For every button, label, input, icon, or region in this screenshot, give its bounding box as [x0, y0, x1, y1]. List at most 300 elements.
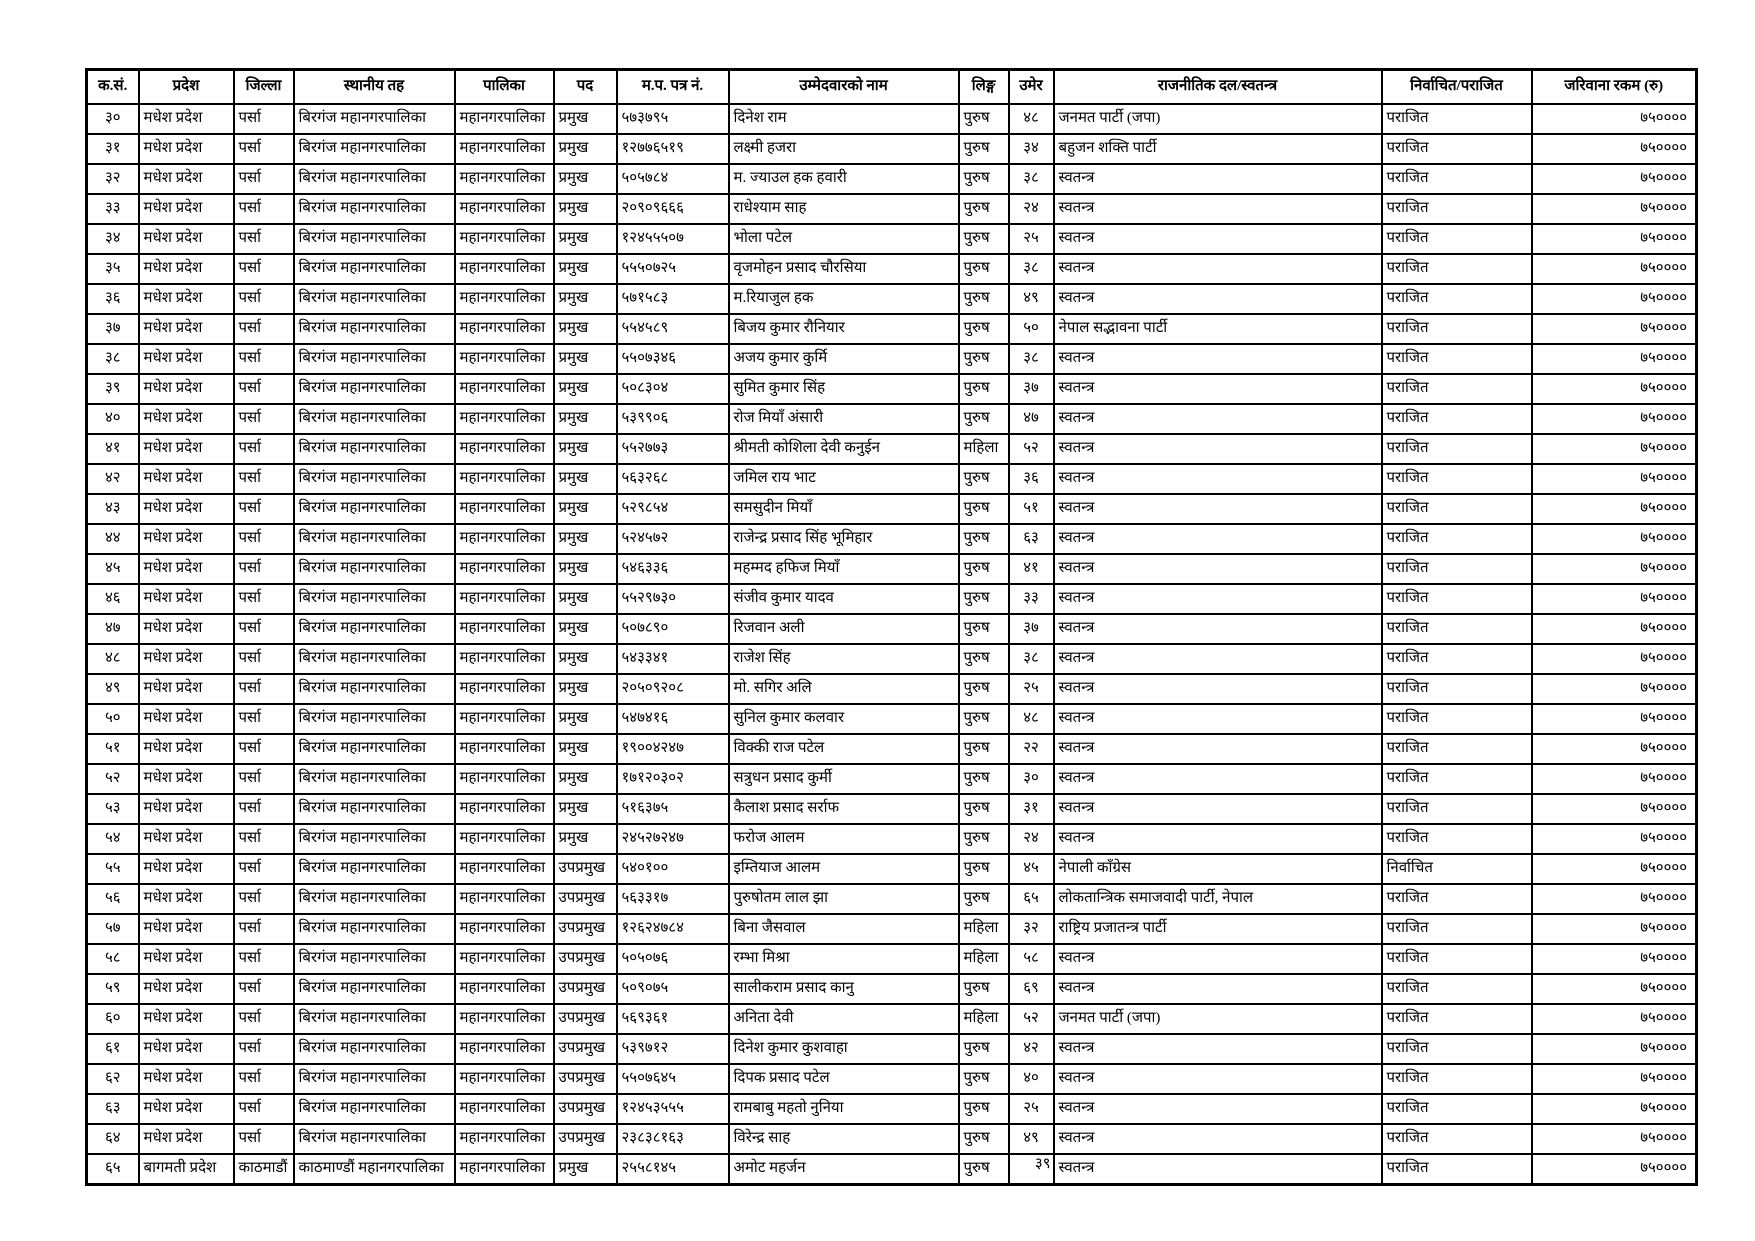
cell-position: प्रमुख — [554, 434, 617, 464]
cell-result: पराजित — [1382, 734, 1532, 764]
cell-district: पर्सा — [234, 1004, 294, 1034]
table-row — [87, 254, 1697, 284]
cell-province: मधेश प्रदेश — [139, 884, 234, 914]
cell-result: पराजित — [1382, 1064, 1532, 1094]
cell-serial: ४७ — [87, 614, 139, 644]
cell-local_level: बिरगंज महानगरपालिका — [294, 374, 455, 404]
table-row — [87, 674, 1697, 704]
cell-result: पराजित — [1382, 1094, 1532, 1124]
cell-party: स्वतन्त्र — [1054, 194, 1382, 224]
cell-serial: ४४ — [87, 524, 139, 554]
cell-result: पराजित — [1382, 464, 1532, 494]
cell-result: पराजित — [1382, 314, 1532, 344]
cell-province: मधेश प्रदेश — [139, 1064, 234, 1094]
cell-position: प्रमुख — [554, 614, 617, 644]
table-row — [87, 1004, 1697, 1034]
cell-municipality: महानगरपालिका — [455, 1064, 554, 1094]
cell-result: पराजित — [1382, 494, 1532, 524]
cell-gender: पुरुष — [959, 134, 1009, 164]
cell-candidate_name: म. ज्याउल हक हवारी — [729, 164, 959, 194]
cell-party: जनमत पार्टी (जपा) — [1054, 1004, 1382, 1034]
cell-party: स्वतन्त्र — [1054, 404, 1382, 434]
cell-municipality: महानगरपालिका — [455, 404, 554, 434]
cell-province: मधेश प्रदेश — [139, 854, 234, 884]
cell-candidate_name: कैलाश प्रसाद सर्राफ — [729, 794, 959, 824]
cell-district: पर्सा — [234, 104, 294, 134]
cell-gender: पुरुष — [959, 344, 1009, 374]
cell-local_level: बिरगंज महानगरपालिका — [294, 1034, 455, 1064]
cell-serial: ३५ — [87, 254, 139, 284]
cell-result: पराजित — [1382, 374, 1532, 404]
cell-serial: ५० — [87, 704, 139, 734]
cell-position: प्रमुख — [554, 734, 617, 764]
cell-voter_card_no: ५४०१०० — [617, 854, 729, 884]
cell-fine: ७५०००० — [1532, 404, 1697, 434]
cell-province: मधेश प्रदेश — [139, 374, 234, 404]
cell-party: स्वतन्त्र — [1054, 674, 1382, 704]
cell-province: मधेश प्रदेश — [139, 1094, 234, 1124]
cell-serial: ३७ — [87, 314, 139, 344]
cell-fine: ७५०००० — [1532, 164, 1697, 194]
table-row — [87, 1034, 1697, 1064]
cell-fine: ७५०००० — [1532, 104, 1697, 134]
cell-local_level: बिरगंज महानगरपालिका — [294, 104, 455, 134]
table-row — [87, 704, 1697, 734]
cell-province: मधेश प्रदेश — [139, 494, 234, 524]
cell-local_level: बिरगंज महानगरपालिका — [294, 794, 455, 824]
cell-fine: ७५०००० — [1532, 944, 1697, 974]
cell-position: उपप्रमुख — [554, 944, 617, 974]
cell-district: पर्सा — [234, 494, 294, 524]
table-body — [87, 104, 1697, 1185]
cell-serial: ५९ — [87, 974, 139, 1004]
cell-province: मधेश प्रदेश — [139, 164, 234, 194]
cell-district: पर्सा — [234, 764, 294, 794]
cell-district: पर्सा — [234, 254, 294, 284]
cell-district: पर्सा — [234, 704, 294, 734]
cell-voter_card_no: ५५२७७३ — [617, 434, 729, 464]
column-header-party: राजनीतिक दल/स्वतन्त्र — [1054, 70, 1382, 105]
cell-age: ३४ — [1009, 134, 1054, 164]
cell-fine: ७५०००० — [1532, 734, 1697, 764]
cell-party: स्वतन्त्र — [1054, 164, 1382, 194]
cell-municipality: महानगरपालिका — [455, 134, 554, 164]
cell-result: पराजित — [1382, 434, 1532, 464]
cell-voter_card_no: ५६३३१७ — [617, 884, 729, 914]
cell-local_level: बिरगंज महानगरपालिका — [294, 284, 455, 314]
cell-municipality: महानगरपालिका — [455, 914, 554, 944]
table-row — [87, 764, 1697, 794]
cell-party: स्वतन्त्र — [1054, 1154, 1382, 1185]
cell-province: मधेश प्रदेश — [139, 764, 234, 794]
cell-gender: पुरुष — [959, 374, 1009, 404]
cell-local_level: बिरगंज महानगरपालिका — [294, 404, 455, 434]
cell-candidate_name: राजेश सिंह — [729, 644, 959, 674]
cell-serial: ३३ — [87, 194, 139, 224]
column-header-municipality: पालिका — [455, 70, 554, 105]
cell-candidate_name: दिनेश राम — [729, 104, 959, 134]
cell-serial: ५८ — [87, 944, 139, 974]
cell-candidate_name: राजेन्द्र प्रसाद सिंह भूमिहार — [729, 524, 959, 554]
cell-province: मधेश प्रदेश — [139, 134, 234, 164]
cell-candidate_name: रोज मियाँ अंसारी — [729, 404, 959, 434]
cell-province: मधेश प्रदेश — [139, 464, 234, 494]
cell-municipality: महानगरपालिका — [455, 1124, 554, 1154]
cell-position: उपप्रमुख — [554, 914, 617, 944]
cell-candidate_name: विरेन्द्र साह — [729, 1124, 959, 1154]
cell-gender: पुरुष — [959, 824, 1009, 854]
cell-position: प्रमुख — [554, 314, 617, 344]
table-row — [87, 644, 1697, 674]
cell-voter_card_no: २४५२७२४७ — [617, 824, 729, 854]
cell-candidate_name: वृजमोहन प्रसाद चौरसिया — [729, 254, 959, 284]
cell-voter_card_no: १२४५३५५५ — [617, 1094, 729, 1124]
cell-party: नेपाल सद्भावना पार्टी — [1054, 314, 1382, 344]
cell-position: प्रमुख — [554, 194, 617, 224]
cell-province: मधेश प्रदेश — [139, 1034, 234, 1064]
cell-province: मधेश प्रदेश — [139, 314, 234, 344]
cell-district: पर्सा — [234, 794, 294, 824]
cell-candidate_name: अमोट महर्जन — [729, 1154, 959, 1185]
cell-voter_card_no: ५४७४१६ — [617, 704, 729, 734]
cell-province: मधेश प्रदेश — [139, 434, 234, 464]
cell-party: स्वतन्त्र — [1054, 824, 1382, 854]
table-row — [87, 614, 1697, 644]
cell-province: मधेश प्रदेश — [139, 404, 234, 434]
cell-fine: ७५०००० — [1532, 224, 1697, 254]
cell-age: ४१ — [1009, 554, 1054, 584]
cell-fine: ७५०००० — [1532, 824, 1697, 854]
cell-candidate_name: रम्भा मिश्रा — [729, 944, 959, 974]
cell-age: ३७ — [1009, 374, 1054, 404]
cell-fine: ७५०००० — [1532, 194, 1697, 224]
cell-party: स्वतन्त्र — [1054, 554, 1382, 584]
cell-fine: ७५०००० — [1532, 584, 1697, 614]
cell-gender: पुरुष — [959, 794, 1009, 824]
cell-position: प्रमुख — [554, 464, 617, 494]
table-row — [87, 974, 1697, 1004]
cell-fine: ७५०००० — [1532, 434, 1697, 464]
column-header-fine: जरिवाना रकम (रु) — [1532, 70, 1697, 105]
cell-candidate_name: दिनेश कुमार कुशवाहा — [729, 1034, 959, 1064]
cell-position: प्रमुख — [554, 644, 617, 674]
cell-result: पराजित — [1382, 644, 1532, 674]
cell-serial: ३१ — [87, 134, 139, 164]
election-results-table — [85, 68, 1698, 1186]
cell-local_level: बिरगंज महानगरपालिका — [294, 824, 455, 854]
cell-municipality: महानगरपालिका — [455, 284, 554, 314]
cell-serial: ५७ — [87, 914, 139, 944]
cell-fine: ७५०००० — [1532, 494, 1697, 524]
table-row — [87, 194, 1697, 224]
cell-age: २५ — [1009, 1094, 1054, 1124]
cell-result: पराजित — [1382, 254, 1532, 284]
cell-position: प्रमुख — [554, 344, 617, 374]
cell-age: ४७ — [1009, 404, 1054, 434]
column-header-result: निर्वाचित/पराजित — [1382, 70, 1532, 105]
cell-gender: पुरुष — [959, 464, 1009, 494]
cell-candidate_name: पुरुषोतम लाल झा — [729, 884, 959, 914]
cell-local_level: बिरगंज महानगरपालिका — [294, 554, 455, 584]
cell-fine: ७५०००० — [1532, 284, 1697, 314]
table-row — [87, 524, 1697, 554]
cell-province: मधेश प्रदेश — [139, 1004, 234, 1034]
table-row — [87, 494, 1697, 524]
cell-district: पर्सा — [234, 584, 294, 614]
cell-candidate_name: विक्की राज पटेल — [729, 734, 959, 764]
cell-age: २५ — [1009, 674, 1054, 704]
cell-party: स्वतन्त्र — [1054, 524, 1382, 554]
cell-serial: ४९ — [87, 674, 139, 704]
cell-district: पर्सा — [234, 554, 294, 584]
cell-local_level: बिरगंज महानगरपालिका — [294, 434, 455, 464]
cell-age: ३७ — [1009, 614, 1054, 644]
cell-municipality: महानगरपालिका — [455, 224, 554, 254]
cell-age: ३१ — [1009, 794, 1054, 824]
cell-party: स्वतन्त्र — [1054, 224, 1382, 254]
cell-party: स्वतन्त्र — [1054, 344, 1382, 374]
cell-age: ४९ — [1009, 1124, 1054, 1154]
cell-local_level: बिरगंज महानगरपालिका — [294, 1004, 455, 1034]
cell-district: पर्सा — [234, 854, 294, 884]
cell-gender: पुरुष — [959, 1124, 1009, 1154]
cell-gender: महिला — [959, 434, 1009, 464]
cell-municipality: महानगरपालिका — [455, 644, 554, 674]
cell-age: २४ — [1009, 824, 1054, 854]
cell-position: प्रमुख — [554, 254, 617, 284]
cell-serial: ५३ — [87, 794, 139, 824]
cell-district: पर्सा — [234, 194, 294, 224]
table-row — [87, 794, 1697, 824]
cell-voter_card_no: ५५२९७३० — [617, 584, 729, 614]
cell-province: मधेश प्रदेश — [139, 344, 234, 374]
cell-district: पर्सा — [234, 674, 294, 704]
cell-local_level: बिरगंज महानगरपालिका — [294, 704, 455, 734]
cell-party: स्वतन्त्र — [1054, 1034, 1382, 1064]
cell-serial: ३८ — [87, 344, 139, 374]
cell-gender: महिला — [959, 1004, 1009, 1034]
cell-fine: ७५०००० — [1532, 1154, 1697, 1185]
cell-result: पराजित — [1382, 284, 1532, 314]
cell-municipality: महानगरपालिका — [455, 164, 554, 194]
cell-province: मधेश प्रदेश — [139, 194, 234, 224]
cell-gender: पुरुष — [959, 494, 1009, 524]
cell-result: पराजित — [1382, 1154, 1532, 1185]
cell-voter_card_no: ५३९९०६ — [617, 404, 729, 434]
cell-voter_card_no: २०५०९२०८ — [617, 674, 729, 704]
cell-province: बागमती प्रदेश — [139, 1154, 234, 1185]
cell-party: स्वतन्त्र — [1054, 1124, 1382, 1154]
cell-candidate_name: महम्मद हफिज मियाँ — [729, 554, 959, 584]
cell-district: पर्सा — [234, 914, 294, 944]
cell-age: ४० — [1009, 1064, 1054, 1094]
table-row — [87, 104, 1697, 134]
cell-voter_card_no: ५५०७६४५ — [617, 1064, 729, 1094]
cell-candidate_name: लक्ष्मी हजरा — [729, 134, 959, 164]
cell-gender: पुरुष — [959, 974, 1009, 1004]
cell-local_level: बिरगंज महानगरपालिका — [294, 1124, 455, 1154]
cell-district: पर्सा — [234, 314, 294, 344]
cell-local_level: बिरगंज महानगरपालिका — [294, 674, 455, 704]
cell-local_level: बिरगंज महानगरपालिका — [294, 344, 455, 374]
cell-party: स्वतन्त्र — [1054, 614, 1382, 644]
cell-party: स्वतन्त्र — [1054, 1064, 1382, 1094]
cell-serial: ५१ — [87, 734, 139, 764]
cell-voter_card_no: ५७१५८३ — [617, 284, 729, 314]
table-row — [87, 1154, 1697, 1185]
cell-voter_card_no: २३८३८१६३ — [617, 1124, 729, 1154]
table-row — [87, 884, 1697, 914]
cell-fine: ७५०००० — [1532, 644, 1697, 674]
cell-gender: पुरुष — [959, 674, 1009, 704]
cell-result: निर्वाचित — [1382, 854, 1532, 884]
column-header-district: जिल्ला — [234, 70, 294, 105]
cell-municipality: महानगरपालिका — [455, 1034, 554, 1064]
table-row — [87, 1094, 1697, 1124]
cell-party: स्वतन्त्र — [1054, 794, 1382, 824]
cell-fine: ७५०००० — [1532, 1004, 1697, 1034]
cell-result: पराजित — [1382, 944, 1532, 974]
cell-voter_card_no: ५६३२६८ — [617, 464, 729, 494]
cell-fine: ७५०००० — [1532, 1094, 1697, 1124]
cell-municipality: महानगरपालिका — [455, 344, 554, 374]
cell-candidate_name: सुनिल कुमार कलवार — [729, 704, 959, 734]
cell-party: स्वतन्त्र — [1054, 374, 1382, 404]
cell-age: ६५ — [1009, 884, 1054, 914]
cell-local_level: बिरगंज महानगरपालिका — [294, 914, 455, 944]
cell-party: स्वतन्त्र — [1054, 974, 1382, 1004]
cell-gender: पुरुष — [959, 1094, 1009, 1124]
cell-party: जनमत पार्टी (जपा) — [1054, 104, 1382, 134]
cell-province: मधेश प्रदेश — [139, 524, 234, 554]
cell-voter_card_no: ५०७८९० — [617, 614, 729, 644]
cell-age: २२ — [1009, 734, 1054, 764]
table-row — [87, 584, 1697, 614]
cell-result: पराजित — [1382, 134, 1532, 164]
cell-position: प्रमुख — [554, 794, 617, 824]
cell-result: पराजित — [1382, 794, 1532, 824]
cell-voter_card_no: ५७३७९५ — [617, 104, 729, 134]
cell-municipality: महानगरपालिका — [455, 794, 554, 824]
cell-district: पर्सा — [234, 464, 294, 494]
cell-result: पराजित — [1382, 404, 1532, 434]
cell-province: मधेश प्रदेश — [139, 254, 234, 284]
cell-candidate_name: राधेश्याम साह — [729, 194, 959, 224]
cell-gender: पुरुष — [959, 764, 1009, 794]
cell-municipality: महानगरपालिका — [455, 254, 554, 284]
cell-voter_card_no: १९००४२४७ — [617, 734, 729, 764]
cell-municipality: महानगरपालिका — [455, 764, 554, 794]
cell-age: ५० — [1009, 314, 1054, 344]
cell-district: पर्सा — [234, 524, 294, 554]
cell-fine: ७५०००० — [1532, 674, 1697, 704]
column-header-age: उमेर — [1009, 70, 1054, 105]
cell-age: ३६ — [1009, 464, 1054, 494]
cell-voter_card_no: १२४५५५०७ — [617, 224, 729, 254]
table-row — [87, 1124, 1697, 1154]
cell-serial: ४८ — [87, 644, 139, 674]
cell-position: उपप्रमुख — [554, 974, 617, 1004]
cell-fine: ७५०००० — [1532, 974, 1697, 1004]
cell-voter_card_no: २५५८१४५ — [617, 1154, 729, 1185]
cell-position: प्रमुख — [554, 764, 617, 794]
cell-district: पर्सा — [234, 344, 294, 374]
cell-municipality: महानगरपालिका — [455, 734, 554, 764]
cell-voter_card_no: ५६९३६१ — [617, 1004, 729, 1034]
cell-serial: ३९ — [87, 374, 139, 404]
cell-age: ४९ — [1009, 284, 1054, 314]
cell-party: नेपाली काँग्रेस — [1054, 854, 1382, 884]
cell-party: स्वतन्त्र — [1054, 764, 1382, 794]
cell-local_level: बिरगंज महानगरपालिका — [294, 134, 455, 164]
cell-result: पराजित — [1382, 104, 1532, 134]
cell-local_level: बिरगंज महानगरपालिका — [294, 1064, 455, 1094]
table-row — [87, 944, 1697, 974]
table-row — [87, 434, 1697, 464]
cell-candidate_name: बिजय कुमार रौनियार — [729, 314, 959, 344]
cell-serial: ४३ — [87, 494, 139, 524]
cell-fine: ७५०००० — [1532, 254, 1697, 284]
cell-party: स्वतन्त्र — [1054, 494, 1382, 524]
cell-local_level: बिरगंज महानगरपालिका — [294, 164, 455, 194]
table-row — [87, 1064, 1697, 1094]
cell-serial: ३२ — [87, 164, 139, 194]
cell-serial: ६२ — [87, 1064, 139, 1094]
cell-gender: पुरुष — [959, 1034, 1009, 1064]
cell-candidate_name: समसुदीन मियाँ — [729, 494, 959, 524]
cell-voter_card_no: ५५४५८९ — [617, 314, 729, 344]
cell-serial: ६३ — [87, 1094, 139, 1124]
cell-local_level: बिरगंज महानगरपालिका — [294, 944, 455, 974]
cell-district: पर्सा — [234, 1064, 294, 1094]
cell-age: ५८ — [1009, 944, 1054, 974]
cell-province: मधेश प्रदेश — [139, 974, 234, 1004]
cell-fine: ७५०००० — [1532, 764, 1697, 794]
cell-fine: ७५०००० — [1532, 524, 1697, 554]
cell-position: प्रमुख — [554, 494, 617, 524]
table-row — [87, 554, 1697, 584]
cell-gender: पुरुष — [959, 524, 1009, 554]
cell-position: उपप्रमुख — [554, 1094, 617, 1124]
cell-candidate_name: अनिता देवी — [729, 1004, 959, 1034]
cell-serial: ३४ — [87, 224, 139, 254]
cell-age: ४८ — [1009, 704, 1054, 734]
cell-position: प्रमुख — [554, 404, 617, 434]
cell-district: पर्सा — [234, 974, 294, 1004]
cell-province: मधेश प्रदेश — [139, 104, 234, 134]
cell-age: २५ — [1009, 224, 1054, 254]
cell-district: पर्सा — [234, 644, 294, 674]
cell-local_level: बिरगंज महानगरपालिका — [294, 614, 455, 644]
cell-fine: ७५०००० — [1532, 914, 1697, 944]
cell-gender: पुरुष — [959, 314, 1009, 344]
cell-gender: पुरुष — [959, 404, 1009, 434]
cell-voter_card_no: ५०९०७५ — [617, 974, 729, 1004]
cell-candidate_name: जमिल राय भाट — [729, 464, 959, 494]
cell-province: मधेश प्रदेश — [139, 224, 234, 254]
cell-serial: ४५ — [87, 554, 139, 584]
cell-serial: ५५ — [87, 854, 139, 884]
cell-result: पराजित — [1382, 1034, 1532, 1064]
cell-result: पराजित — [1382, 224, 1532, 254]
cell-serial: ३६ — [87, 284, 139, 314]
cell-municipality: महानगरपालिका — [455, 1004, 554, 1034]
cell-party: स्वतन्त्र — [1054, 734, 1382, 764]
cell-age: ६९ — [1009, 974, 1054, 1004]
cell-municipality: महानगरपालिका — [455, 104, 554, 134]
cell-fine: ७५०००० — [1532, 554, 1697, 584]
cell-age: ५२ — [1009, 434, 1054, 464]
